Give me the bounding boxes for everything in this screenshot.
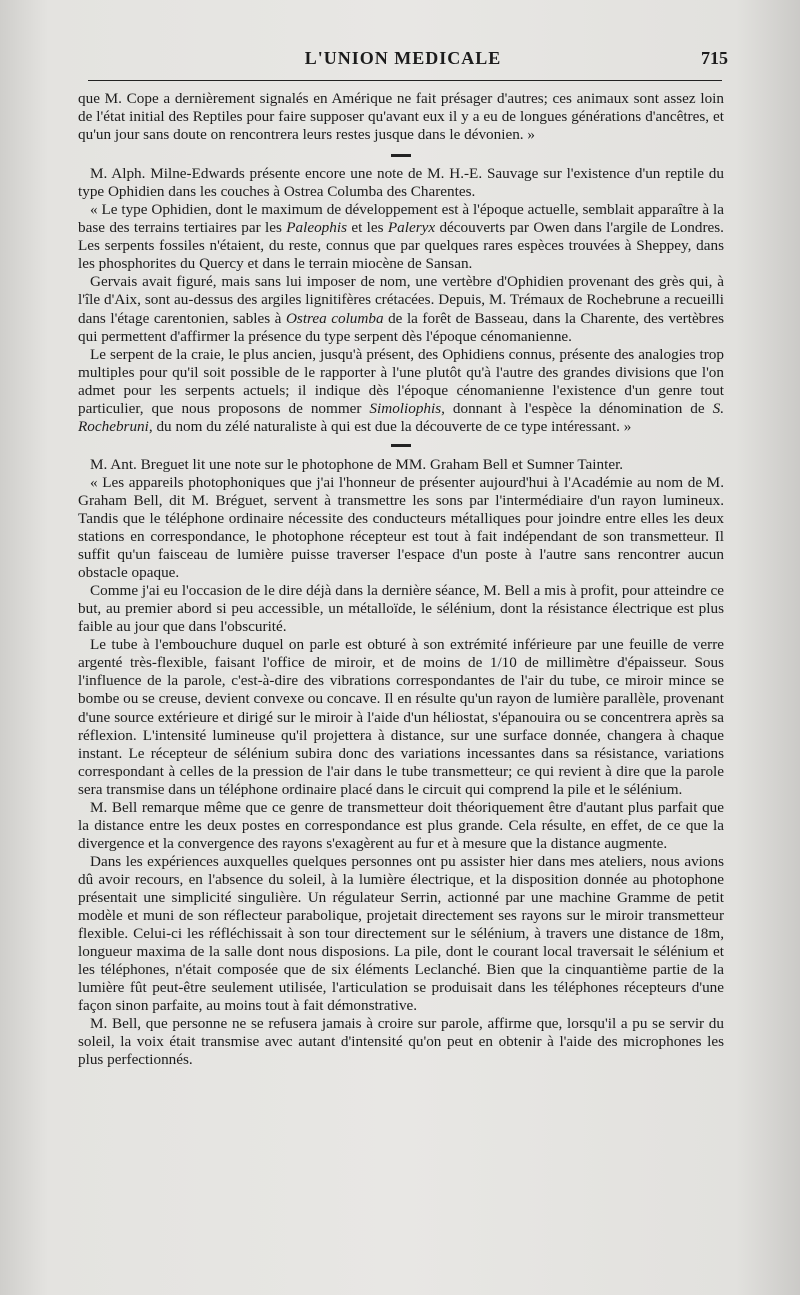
paragraph-continuation: que M. Cope a dernièrement signalés en Amérique ne fait présager d'autres; ces animaux sont assez loin de l'état initial des Reptiles pour faire supposer qu'avant eux il y a eu de longues générations d'ancêtres, et qu'un jour sans doute on rencontrera leurs restes jusque dans le dévonien. » xyxy=(78,90,724,144)
paragraph-serpent-craie: Le serpent de la craie, le plus ancien, jusqu'à présent, des Ophidiens connus, présente des analogies trop multiples pour qu'il soit possible de le rapporter à l'une plutôt qu'à l'autre des grandes divisions que l'on admet pour les serpents actuels; il indique dès l'époque cénomanienne l'existence d'un genre tout particulier, que nous proposons de nommer Simoliophis, donnant à l'espèce la dénomination de S. Rochebruni, du nom du zélé naturaliste à qui est due la découverte de ce type intéressant. » xyxy=(78,345,724,435)
paragraph-breguet: M. Ant. Breguet lit une note sur le photophone de MM. Graham Bell et Sumner Tainter. xyxy=(90,455,624,473)
paragraph-milne-edwards: M. Alph. Milne-Edwards présente encore une note de M. H.-E. Sauvage sur l'existence d'un reptile du type Ophidien dans les couches à Ostrea Columba des Charentes. xyxy=(78,165,724,201)
paragraph-type-ophidien: « Le type Ophidien, dont le maximum de développement est à l'époque actuelle, semblait apparaître à la base des terrains tertiaires par les Paleophis et les Paleryx découverts par Owen dans l'argile de Londres. Les serpents fossiles n'étaient, du reste, connus que par quelques rares espèces trouvées à Sheppey, dans les phosphorites du Quercy et dans le terrain miocène de Sansan. xyxy=(78,201,724,273)
section-separator xyxy=(391,444,411,447)
paragraph-experiences: Dans les expériences auxquelles quelques personnes ont pu assister hier dans mes ateliers, nous avions dû avoir recours, en l'absence du soleil, à la lumière électrique, et la disposition donnée au photophone présentait une simplicité singulière. Un régulateur Serrin, actionné par une machine Gramme de petit modèle et muni de son réflecteur parabolique, projetait directement ses rayons sur le miroir transmetteur flexible. Celui-ci les réfléchissait à son tour directement sur le sélénium, à travers une distance de 18m, longueur maxima de la salle dont nous disposions. La pile, dont le courant local traversait le sélénium et les téléphones, n'était composée que de six éléments Leclanché. Bien que la cinquantième partie de la lumière fût peut-être seulement utilisée, l'articulation se produisait dans les téléphones récepteurs d'une façon sinon parfaite, au moins tout à fait démonstrative. xyxy=(78,852,724,1015)
paragraph-tube: Le tube à l'embouchure duquel on parle est obturé à son extrémité inférieure par une feuille de verre argenté très-flexible, faisant l'office de miroir, et de moins de 1/10 de millimètre d'épaisseur. Sous l'influence de la parole, c'est-à-dire des vibrations correspondantes de l'air du tube, ce miroir mince se bombe ou se creuse, devient convexe ou concave. Il en résulte qu'un rayon de lumière parallèle, provenant d'une source extérieure et dirigé sur le miroir à l'aide d'un héliostat, s'épanouira ou se concentrera après sa réflexion. L'intensité lumineuse qu'il projettera à distance, sur une surface donnée, changera à chaque instant. Le récepteur de sélénium subira donc des variations incessantes dans sa résistance, variations correspondant à celles de la pression de l'air dans le tube transmetteur; ce qui revient à dire que la parole sera transmise dans un téléphone ordinaire placé dans le circuit qui comprend la pile et le sélénium. xyxy=(78,636,724,798)
page-number: 715 xyxy=(701,48,728,68)
header-rule xyxy=(88,80,722,81)
section-separator xyxy=(391,154,411,157)
running-title: L'UNION MEDICALE xyxy=(304,48,502,68)
paragraph-selenium: Comme j'ai eu l'occasion de le dire déjà dans la dernière séance, M. Bell a mis à profit, pour atteindre ce but, au premier abord si peu accessible, un métalloïde, le sélénium, dont la résistance électrique est plus faible au jour que dans l'obscurité. xyxy=(78,582,724,636)
running-header xyxy=(78,44,728,74)
paragraph-bell-remarque: M. Bell remarque même que ce genre de transmetteur doit théoriquement être d'autant plus parfait que la distance entre les deux postes en correspondance est plus grande. Cela résulte, en effet, de ce que la divergence et la convergence des rayons s'exagèrent au fur et à mesure que la distance augmente. xyxy=(78,798,724,852)
paragraph-photophone: « Les appareils photophoniques que j'ai l'honneur de présenter aujourd'hui à l'Académie au nom de M. Graham Bell, dit M. Bréguet, servent à transmettre les sons par l'intermédiaire d'un rayon lumineux. Tandis que le téléphone ordinaire nécessite des conducteurs métalliques pour joindre entre elles les deux stations en correspondance, le photophone récepteur est tout à fait indépendant de son transmetteur. Il suffit qu'un faisceau de lumière puisse traverser l'espace d'un poste à l'autre sans rencontrer aucun obstacle opaque. xyxy=(78,473,724,582)
article-body xyxy=(78,90,724,1069)
paragraph-bell-soleil: M. Bell, que personne ne se refusera jamais à croire sur parole, affirme que, lorsqu'il a pu se servir du soleil, la voix était transmise avec autant d'intensité qu'on peut en obtenir à l'aide des microphones les plus perfectionnés. xyxy=(78,1015,724,1069)
paragraph-gervais: Gervais avait figuré, mais sans lui imposer de nom, une vertèbre d'Ophidien provenant des grès qui, à l'île d'Aix, sont au-dessus des argiles lignitifères crétacées. Depuis, M. Trémaux de Rochebrune a recueilli dans l'étage carentonien, sables à Ostrea columba de la forêt de Basseau, dans la Charente, des vertèbres qui permettent d'affirmer la présence du type serpent dès l'époque cénomanienne. xyxy=(78,273,724,345)
